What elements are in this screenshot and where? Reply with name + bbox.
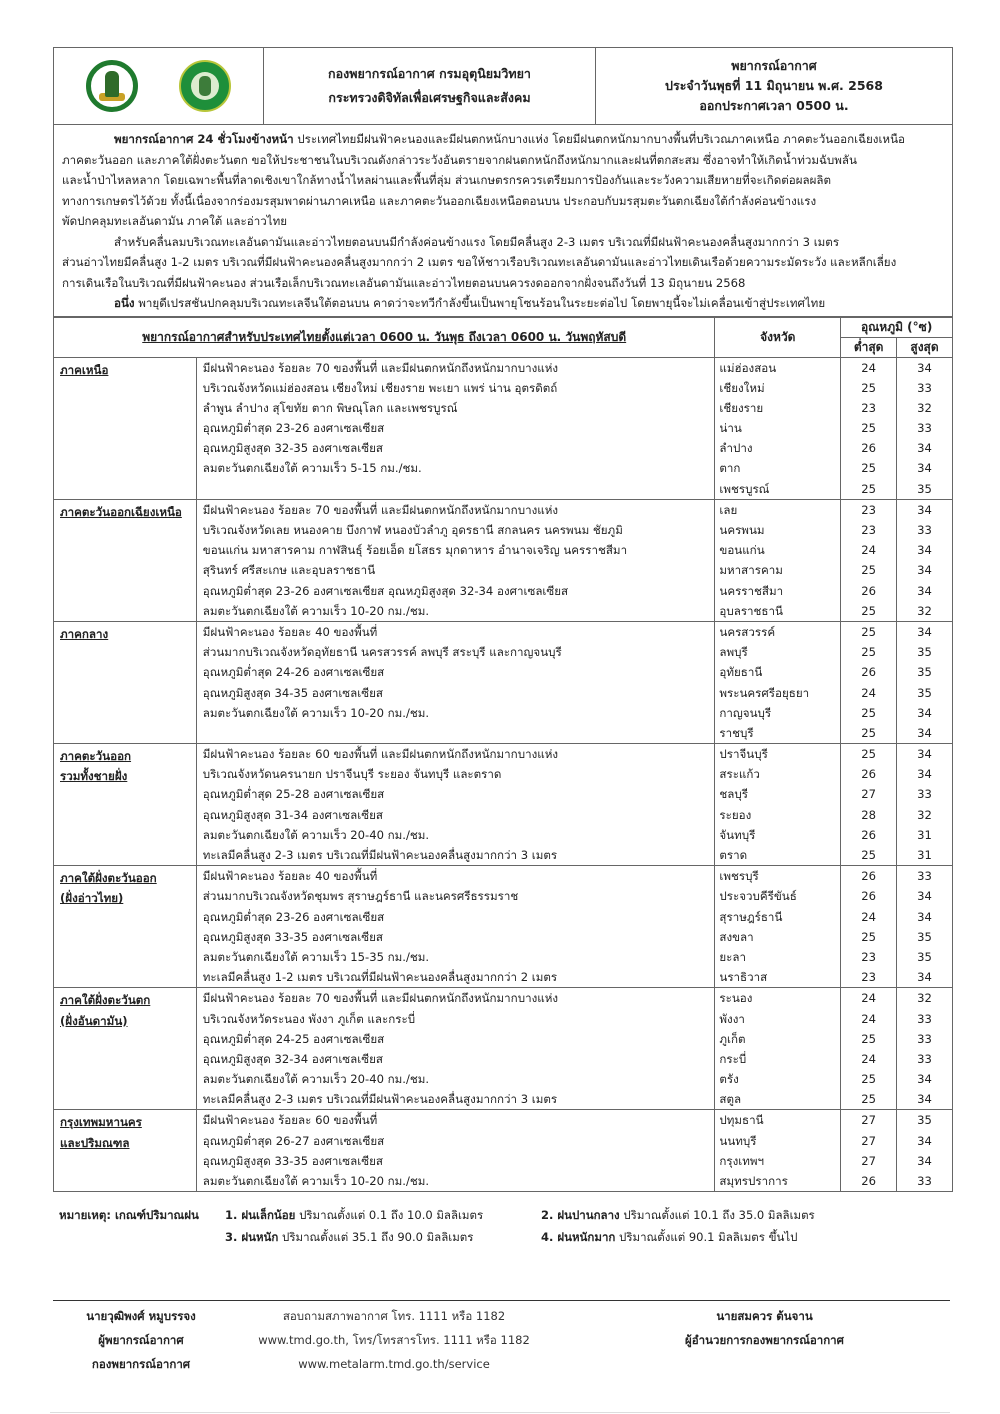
region-description: มีฝนฟ้าคะนอง ร้อยละ 60 ของพื้นที่ อุณหภูมิต่ำสุด 26-27 องศาเซลเซียส อุณหภูมิสูงสุด 33-35 องศาเซลเซียส ลมตะวันตกเฉียงใต้ ความเร็ว 10-20 กม./ชม. xyxy=(196,1110,715,1192)
region-name: ภาคเหนือ xyxy=(54,357,197,499)
forecaster-signature xyxy=(53,1304,229,1376)
forecast-date: ประจำวันพุธที่ 11 มิถุนายน พ.ศ. 2568 xyxy=(665,78,883,93)
province-list: เพชรบุรี ประจวบคีรีขันธ์ สุราษฎร์ธานี สงขลา ยะลา นราธิวาส xyxy=(715,866,841,988)
forecaster-name: นายวุฒิพงศ์ หมูบรรจง xyxy=(86,1309,196,1323)
page-bottom-rule xyxy=(50,1412,950,1413)
min-temp-list: 26 26 24 25 23 23 xyxy=(841,866,897,988)
region-row xyxy=(54,1110,953,1192)
province-list: เลย นครพนม ขอนแก่น มหาสารคาม นครราชสีมา อุบลราชธานี xyxy=(715,499,841,621)
wave-paragraph: สำหรับคลื่นลมบริเวณทะเลอันดามันและอ่าวไทยตอนบนมีกำลังค่อนข้างแรง โดยมีคลื่นสูง 2-3 เมตร บริเวณที่มีฝนฟ้าคะนองคลื่นสูงมากกว่า 3 เมตร xyxy=(114,234,840,249)
region-description: มีฝนฟ้าคะนอง ร้อยละ 60 ของพื้นที่ และมีฝนตกหนักถึงหนักมากบางแห่ง บริเวณจังหวัดนครนายก ปราจีนบุรี ระยอง จันทบุรี และตราด อุณหภูมิต่ำสุด 25-28 องศาเซลเซียส อุณหภูมิสูงสุด 31-34 องศาเซลเซียส ลมตะวันตกเฉียงใต้ ความเร็ว 20-40 กม./ชม. ทะเลมีคลื่นสูง 2-3 เมตร บริเวณที่มีฝนฟ้าคะนองคลื่นสูงมากกว่า 3 เมตร xyxy=(196,744,715,866)
contact-phone: สอบถามสภาพอากาศ โทร. 1111 หรือ 1182 xyxy=(282,1309,506,1323)
summary-line: และน้ำป่าไหลหลาก โดยเฉพาะพื้นที่ลาดเชิงเขาใกล้ทางน้ำไหลผ่านและพื้นที่ลุ่ม ส่วนเกษตรกรควรเตรียมการป้องกันและระวังความเสียหายที่จะเกิดต่อผลผลิต xyxy=(62,173,832,187)
min-temp-list: 27 27 27 26 xyxy=(841,1110,897,1192)
document-title: พยากรณ์อากาศ xyxy=(731,58,817,73)
logo-group xyxy=(54,48,264,124)
ministry-logo-icon xyxy=(86,60,138,112)
summary-line: ทางการเกษตรไว้ด้วย ทั้งนี้เนื่องจากร่องมรสุมพาดผ่านภาคเหนือ และภาคตะวันออกเฉียงเหนือตอนบน ประกอบกับมรสุมตะวันตกเฉียงใต้กำลังค่อนข้างแรง xyxy=(62,193,817,208)
province-list: แม่ฮ่องสอน เชียงใหม่ เชียงราย น่าน ลำปาง ตาก เพชรบูรณ์ xyxy=(715,357,841,499)
region-row xyxy=(54,744,953,866)
summary-line: ภาคตะวันออก และภาคใต้ฝั่งตะวันตก ขอให้ประชาชนในบริเวณดังกล่าวระวังอันตรายจากฝนตกหนักถึงหนักมากและฝนที่ตกสะสม ซึ่งอาจทำให้เกิดน้ำท่วมฉับพลัน xyxy=(62,152,857,167)
region-description: มีฝนฟ้าคะนอง ร้อยละ 40 ของพื้นที่ ส่วนมากบริเวณจังหวัดชุมพร สุราษฎร์ธานี และนครศรีธรรมราช อุณหภูมิต่ำสุด 23-26 องศาเซลเซียส อุณหภูมิสูงสุด 33-35 องศาเซลเซียส ลมตะวันตกเฉียงใต้ ความเร็ว 15-35 กม./ชม. ทะเลมีคลื่นสูง 1-2 เมตร บริเวณที่มีฝนฟ้าคะนองคลื่นสูงมากกว่า 2 เมตร xyxy=(196,866,715,988)
region-description: มีฝนฟ้าคะนอง ร้อยละ 70 ของพื้นที่ และมีฝนตกหนักถึงหนักมากบางแห่ง บริเวณจังหวัดเลย หนองคาย บึงกาฬ หนองบัวลำภู อุดรธานี สกลนคร นครพนม ชัยภูมิ ขอนแก่น มหาสารคาม กาฬสินธุ์ ร้อยเอ็ด ยโสธร มุกดาหาร อำนาจเจริญ นครราชสีมา สุรินทร์ ศรีสะเกษ และอุบลราชธานี อุณหภูมิต่ำสุด 23-26 องศาเซลเซียส อุณหภูมิสูงสุด 32-34 องศาเซลเซียส ลมตะวันตกเฉียงใต้ ความเร็ว 10-20 กม./ชม. xyxy=(196,499,715,621)
director-role: ผู้อำนวยการกองพยากรณ์อากาศ xyxy=(685,1333,844,1347)
ministry-name: กระทรวงดิจิทัลเพื่อเศรษฐกิจและสังคม xyxy=(328,90,531,105)
footer-divider xyxy=(53,1300,950,1301)
max-temp-list: 35 34 34 33 xyxy=(897,1110,953,1192)
region-row xyxy=(54,499,953,621)
summary-lead: พยากรณ์อากาศ 24 ชั่วโมงข้างหน้า xyxy=(114,132,294,146)
regional-forecast-table xyxy=(53,317,953,1193)
title-block xyxy=(596,48,952,124)
region-row xyxy=(54,621,953,743)
forecaster-division: กองพยากรณ์อากาศ xyxy=(91,1357,191,1371)
organization-block xyxy=(264,48,596,124)
region-name: ภาคใต้ฝั่งตะวันออก (ฝั่งอ่าวไทย) xyxy=(54,866,197,988)
province-list: ปทุมธานี นนทบุรี กรุงเทพฯ สมุทรปราการ xyxy=(715,1110,841,1192)
wave-line: ส่วนอ่าวไทยมีคลื่นสูง 1-2 เมตร บริเวณที่มีฝนฟ้าคะนองคลื่นสูงมากกว่า 2 เมตร ขอให้ชาวเรือบริเวณทะเลอันดามันและอ่าวไทยเดินเรือด้วยความระมัดระวัง และหลีกเลี่ยง xyxy=(62,255,897,269)
note-item: 1. ฝนเล็กน้อย ปริมาณตั้งแต่ 0.1 ถึง 10.0 มิลลิเมตร xyxy=(225,1208,484,1223)
table-header-temperature: อุณหภูมิ (°ซ) xyxy=(841,317,953,337)
table-body xyxy=(54,357,953,1192)
region-row xyxy=(54,988,953,1110)
tmd-logo-icon xyxy=(179,60,231,112)
table-header-forecast: พยากรณ์อากาศสำหรับประเทศไทยตั้งแต่เวลา 0600 น. วันพุธ ถึงเวลา 0600 น. วันพฤหัสบดี xyxy=(54,317,715,357)
province-list: ปราจีนบุรี สระแก้ว ชลบุรี ระยอง จันทบุรี ตราด xyxy=(715,744,841,866)
contact-info xyxy=(229,1304,559,1376)
forecast-summary xyxy=(53,125,953,317)
min-temp-list: 25 25 26 24 25 25 xyxy=(841,621,897,743)
director-signature xyxy=(559,1304,950,1376)
metalarm-link[interactable]: www.metalarm.tmd.go.th/service xyxy=(298,1357,490,1371)
note-item: 3. ฝนหนัก ปริมาณตั้งแต่ 35.1 ถึง 90.0 มิลลิเมตร xyxy=(225,1230,474,1245)
summary-paragraph-1: พยากรณ์อากาศ 24 ชั่วโมงข้างหน้า ประเทศไทยมีฝนฟ้าคะนองและมีฝนตกหนักบางแห่ง โดยมีฝนตกหนักมากบางพื้นที่บริเวณภาคเหนือ ภาคตะวันออกเฉียงเหนือ xyxy=(114,132,905,146)
storm-paragraph: อนึ่ง พายุดีเปรสชันปกคลุมบริเวณทะเลจีนใต้ตอนบน คาดว่าจะทวีกำลังขึ้นเป็นพายุโซนร้อนในระยะต่อไป โดยพายุนี้จะไม่เคลื่อนเข้าสู่ประเทศไทย xyxy=(114,296,826,310)
issue-time: ออกประกาศเวลา 0500 น. xyxy=(699,98,849,113)
max-temp-list: 34 35 35 35 34 34 xyxy=(897,621,953,743)
table-header-min: ต่ำสุด xyxy=(841,337,897,357)
min-temp-list: 23 23 24 25 26 25 xyxy=(841,499,897,621)
region-name: ภาคตะวันออก รวมทั้งชายฝั่ง xyxy=(54,744,197,866)
document-footer xyxy=(53,1304,950,1376)
region-description: มีฝนฟ้าคะนอง ร้อยละ 70 ของพื้นที่ และมีฝนตกหนักถึงหนักมากบางแห่ง บริเวณจังหวัดระนอง พังงา ภูเก็ต และกระบี่ อุณหภูมิต่ำสุด 24-25 องศาเซลเซียส อุณหภูมิสูงสุด 32-34 องศาเซลเซียส ลมตะวันตกเฉียงใต้ ความเร็ว 20-40 กม./ชม. ทะเลมีคลื่นสูง 2-3 เมตร บริเวณที่มีฝนฟ้าคะนองคลื่นสูงมากกว่า 3 เมตร xyxy=(196,988,715,1110)
table-header-province: จังหวัด xyxy=(715,317,841,357)
document-header xyxy=(53,47,953,125)
min-temp-list: 25 26 27 28 26 25 xyxy=(841,744,897,866)
max-temp-list: 34 33 32 33 34 34 35 xyxy=(897,357,953,499)
region-name: ภาคใต้ฝั่งตะวันตก (ฝั่งอันดามัน) xyxy=(54,988,197,1110)
director-name: นายสมควร ต้นจาน xyxy=(716,1309,813,1323)
min-temp-list: 24 24 25 24 25 25 xyxy=(841,988,897,1110)
table-header-max: สูงสุด xyxy=(897,337,953,357)
region-row xyxy=(54,866,953,988)
region-name: กรุงเทพมหานคร และปริมณฑล xyxy=(54,1110,197,1192)
region-description: มีฝนฟ้าคะนอง ร้อยละ 40 ของพื้นที่ ส่วนมากบริเวณจังหวัดอุทัยธานี นครสวรรค์ ลพบุรี สระบุรี และกาญจนบุรี อุณหภูมิต่ำสุด 24-26 องศาเซลเซียส อุณหภูมิสูงสุด 34-35 องศาเซลเซียส ลมตะวันตกเฉียงใต้ ความเร็ว 10-20 กม./ชม. xyxy=(196,621,715,743)
max-temp-list: 34 34 33 32 31 31 xyxy=(897,744,953,866)
forecaster-role: ผู้พยากรณ์อากาศ xyxy=(98,1333,184,1347)
storm-lead: อนึ่ง xyxy=(114,296,135,310)
region-name: ภาคตะวันออกเฉียงเหนือ xyxy=(54,499,197,621)
max-temp-list: 34 33 34 34 34 32 xyxy=(897,499,953,621)
contact-website-link[interactable]: www.tmd.go.th, โทร/โทรสารโทร. 1111 หรือ 1182 xyxy=(258,1333,530,1347)
province-list: ระนอง พังงา ภูเก็ต กระบี่ ตรัง สตูล xyxy=(715,988,841,1110)
org-name: กองพยากรณ์อากาศ กรมอุตุนิยมวิทยา xyxy=(328,66,531,81)
min-temp-list: 24 25 23 25 26 25 25 xyxy=(841,357,897,499)
summary-line: พัดปกคลุมทะเลอันดามัน ภาคใต้ และอ่าวไทย xyxy=(62,214,288,228)
wave-line: การเดินเรือในบริเวณที่มีฝนฟ้าคะนอง ส่วนเรือเล็กบริเวณทะเลอันดามันและอ่าวไทยตอนบนควรงดออกจากฝั่งจนถึงวันที่ 13 มิถุนายน 2568 xyxy=(62,275,746,290)
max-temp-list: 33 34 34 35 35 34 xyxy=(897,866,953,988)
max-temp-list: 32 33 33 33 34 34 xyxy=(897,988,953,1110)
region-row xyxy=(54,357,953,499)
note-item: 2. ฝนปานกลาง ปริมาณตั้งแต่ 10.1 ถึง 35.0 มิลลิเมตร xyxy=(541,1208,815,1223)
region-description: มีฝนฟ้าคะนอง ร้อยละ 70 ของพื้นที่ และมีฝนตกหนักถึงหนักมากบางแห่ง บริเวณจังหวัดแม่ฮ่องสอน เชียงใหม่ เชียงราย พะเยา แพร่ น่าน อุตรดิตถ์ ลำพูน ลำปาง สุโขทัย ตาก พิษณุโลก และเพชรบูรณ์ อุณหภูมิต่ำสุด 23-26 องศาเซลเซียส อุณหภูมิสูงสุด 32-35 องศาเซลเซียส ลมตะวันตกเฉียงใต้ ความเร็ว 5-15 กม./ชม. xyxy=(196,357,715,499)
region-name: ภาคกลาง xyxy=(54,621,197,743)
rainfall-notes xyxy=(53,1204,953,1248)
notes-label: หมายเหตุ: เกณฑ์ปริมาณฝน xyxy=(59,1208,199,1223)
note-item: 4. ฝนหนักมาก ปริมาณตั้งแต่ 90.1 มิลลิเมตร ขึ้นไป xyxy=(541,1230,798,1245)
province-list: นครสวรรค์ ลพบุรี อุทัยธานี พระนครศรีอยุธยา กาญจนบุรี ราชบุรี xyxy=(715,621,841,743)
forecast-document xyxy=(53,47,953,1248)
